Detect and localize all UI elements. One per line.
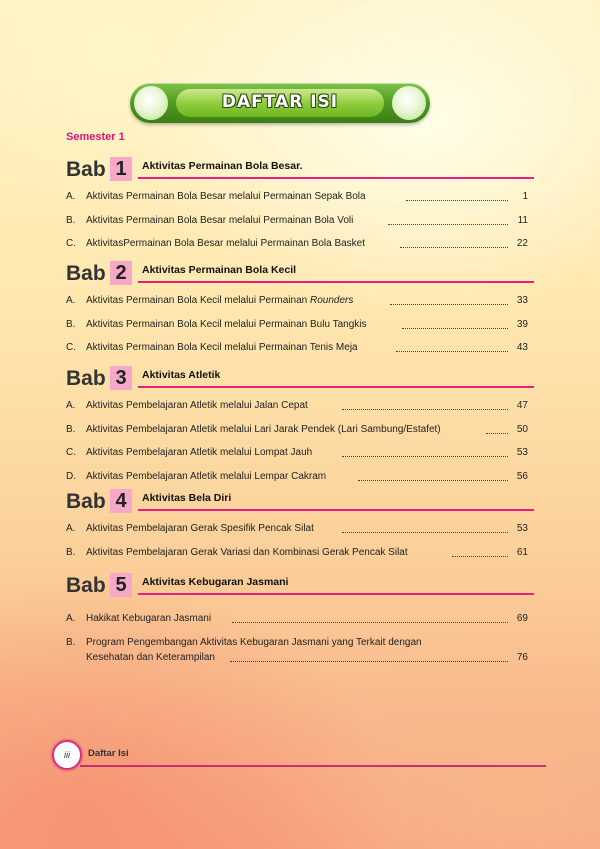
chapter-header xyxy=(66,574,534,598)
dot-leader xyxy=(388,222,508,225)
entry-page: 76 xyxy=(516,651,528,663)
entry-page: 69 xyxy=(516,613,528,624)
entry-letter: B. xyxy=(66,423,76,435)
entry-page: 61 xyxy=(516,546,528,558)
entry-text: Aktivitas Pembelajaran Gerak Spesifik Pencak Silat xyxy=(86,523,314,534)
bab-label: Bab xyxy=(66,490,106,513)
chapter-title: Aktivitas Atletik xyxy=(142,369,221,381)
chapter-title: Aktivitas Permainan Bola Besar. xyxy=(142,160,303,172)
entry-text: Aktivitas Permainan Bola Besar melalui Permainan Sepak Bola xyxy=(86,191,366,202)
entry-page: 56 xyxy=(516,470,528,482)
entry-letter: A. xyxy=(66,523,76,534)
toc-entry[interactable] xyxy=(66,210,534,234)
entry-page: 33 xyxy=(516,295,528,306)
dot-leader xyxy=(396,349,508,352)
dot-leader xyxy=(452,554,508,557)
toc-entry[interactable] xyxy=(66,290,534,314)
chapter-header xyxy=(66,158,534,182)
entry-text: Aktivitas Pembelajaran Atletik melalui Jalan Cepat xyxy=(86,400,308,411)
entry-page: 22 xyxy=(516,238,528,249)
dot-leader xyxy=(342,530,508,533)
entry-letter: A. xyxy=(66,295,76,306)
entry-text: Aktivitas Pembelajaran Atletik melalui Lari Jarak Pendek (Lari Sambung/Estafet) xyxy=(86,423,441,435)
entry-letter: B. xyxy=(66,318,76,330)
entry-page: 53 xyxy=(516,447,528,458)
chapter-number: 3 xyxy=(110,366,132,390)
entry-letter: B. xyxy=(66,636,76,648)
chapter-title: Aktivitas Permainan Bola Kecil xyxy=(142,264,297,276)
chapter-number: 2 xyxy=(110,261,132,285)
chapter-header xyxy=(66,490,534,514)
entry-text: Aktivitas Permainan Bola Kecil melalui Permainan Tenis Meja xyxy=(86,342,358,353)
entry-page: 53 xyxy=(516,523,528,534)
chapter-rule xyxy=(138,509,534,511)
entry-text: Aktivitas Pembelajaran Atletik melalui Lompat Jauh xyxy=(86,447,313,458)
entry-page: 47 xyxy=(516,400,528,411)
toc-entry[interactable] xyxy=(66,233,534,257)
chapter-rule xyxy=(138,386,534,388)
toc-entry[interactable] xyxy=(66,395,534,419)
dot-leader xyxy=(342,407,508,410)
chapter-title: Aktivitas Kebugaran Jasmani xyxy=(142,576,289,588)
chapter-header xyxy=(66,367,534,391)
chapter-header xyxy=(66,262,534,286)
chapter-rule xyxy=(138,593,534,595)
title-banner xyxy=(130,83,430,123)
entry-text: Aktivitas Pembelajaran Atletik melalui Lempar Cakram xyxy=(86,470,327,482)
chapter-3 xyxy=(66,367,534,489)
entry-page: 43 xyxy=(516,342,528,353)
entry-page: 11 xyxy=(517,214,528,226)
toc-entry[interactable] xyxy=(66,186,534,210)
page-number-badge: iii xyxy=(52,740,82,770)
dot-leader xyxy=(342,454,508,457)
chapter-title: Aktivitas Bela Diri xyxy=(142,492,232,504)
dot-leader xyxy=(230,659,508,662)
entry-text: Aktivitas Permainan Bola Besar melalui Permainan Bola Voli xyxy=(86,214,354,226)
toc-entry[interactable] xyxy=(66,542,534,566)
entry-text: Aktivitas Pembelajaran Gerak Variasi dan Kombinasi Gerak Pencak Silat xyxy=(86,546,408,558)
entry-page: 50 xyxy=(516,423,528,435)
bab-label: Bab xyxy=(66,367,106,390)
entry-page: 1 xyxy=(522,191,528,202)
entry-text: AktivitasPermainan Bola Besar melalui Permainan Bola Basket xyxy=(86,238,366,249)
chapter-2 xyxy=(66,262,534,361)
toc-entry[interactable] xyxy=(66,337,534,361)
entry-page: 39 xyxy=(516,318,528,330)
chapter-number: 4 xyxy=(110,489,132,513)
entry-letter: A. xyxy=(66,191,76,202)
footer-label: Daftar Isi xyxy=(88,748,129,759)
chapter-rule xyxy=(138,281,534,283)
footer-rule xyxy=(80,765,546,767)
entry-text: Hakikat Kebugaran Jasmani xyxy=(86,613,212,624)
entry-letter: C. xyxy=(66,238,76,249)
dot-leader xyxy=(486,431,508,434)
dot-leader xyxy=(400,245,508,248)
chapter-number: 5 xyxy=(110,573,132,597)
entry-text-wrap xyxy=(86,295,353,306)
semester-label: Semester 1 xyxy=(66,131,125,143)
entry-text-italic: Rounders xyxy=(310,295,354,306)
entry-letter: C. xyxy=(66,447,76,458)
toc-entry[interactable] xyxy=(66,466,534,490)
entry-letter: B. xyxy=(66,546,76,558)
chapter-1 xyxy=(66,158,534,257)
entry-text: Aktivitas Permainan Bola Kecil melalui Permainan Bulu Tangkis xyxy=(86,318,367,330)
dot-leader xyxy=(390,302,508,305)
dot-leader xyxy=(406,198,508,201)
dot-leader xyxy=(358,478,508,481)
entry-text: Aktivitas Permainan Bola Kecil melalui Permainan xyxy=(86,295,308,306)
chapter-4 xyxy=(66,490,534,565)
dot-leader xyxy=(402,326,508,329)
chapter-5 xyxy=(66,574,534,668)
toc-entry[interactable] xyxy=(66,442,534,466)
toc-entry[interactable] xyxy=(66,419,534,443)
entry-letter: A. xyxy=(66,613,76,624)
entry-letter: D. xyxy=(66,470,76,482)
entry-letter: B. xyxy=(66,214,76,226)
toc-entry[interactable] xyxy=(66,518,534,542)
page-title: DAFTAR ISI xyxy=(221,92,339,112)
bab-label: Bab xyxy=(66,158,106,181)
chapter-number: 1 xyxy=(110,157,132,181)
bab-label: Bab xyxy=(66,574,106,597)
toc-entry[interactable] xyxy=(66,608,534,632)
entry-text: Program Pengembangan Aktivitas Kebugaran Jasmani yang Terkait dengan xyxy=(86,636,422,648)
bab-label: Bab xyxy=(66,262,106,285)
toc-entry[interactable] xyxy=(66,632,534,668)
chapter-rule xyxy=(138,177,534,179)
toc-entry[interactable] xyxy=(66,314,534,338)
entry-letter: C. xyxy=(66,342,76,353)
dot-leader xyxy=(232,620,508,623)
entry-text-line2: Kesehatan dan Keterampilan xyxy=(86,651,215,663)
entry-letter: A. xyxy=(66,400,76,411)
